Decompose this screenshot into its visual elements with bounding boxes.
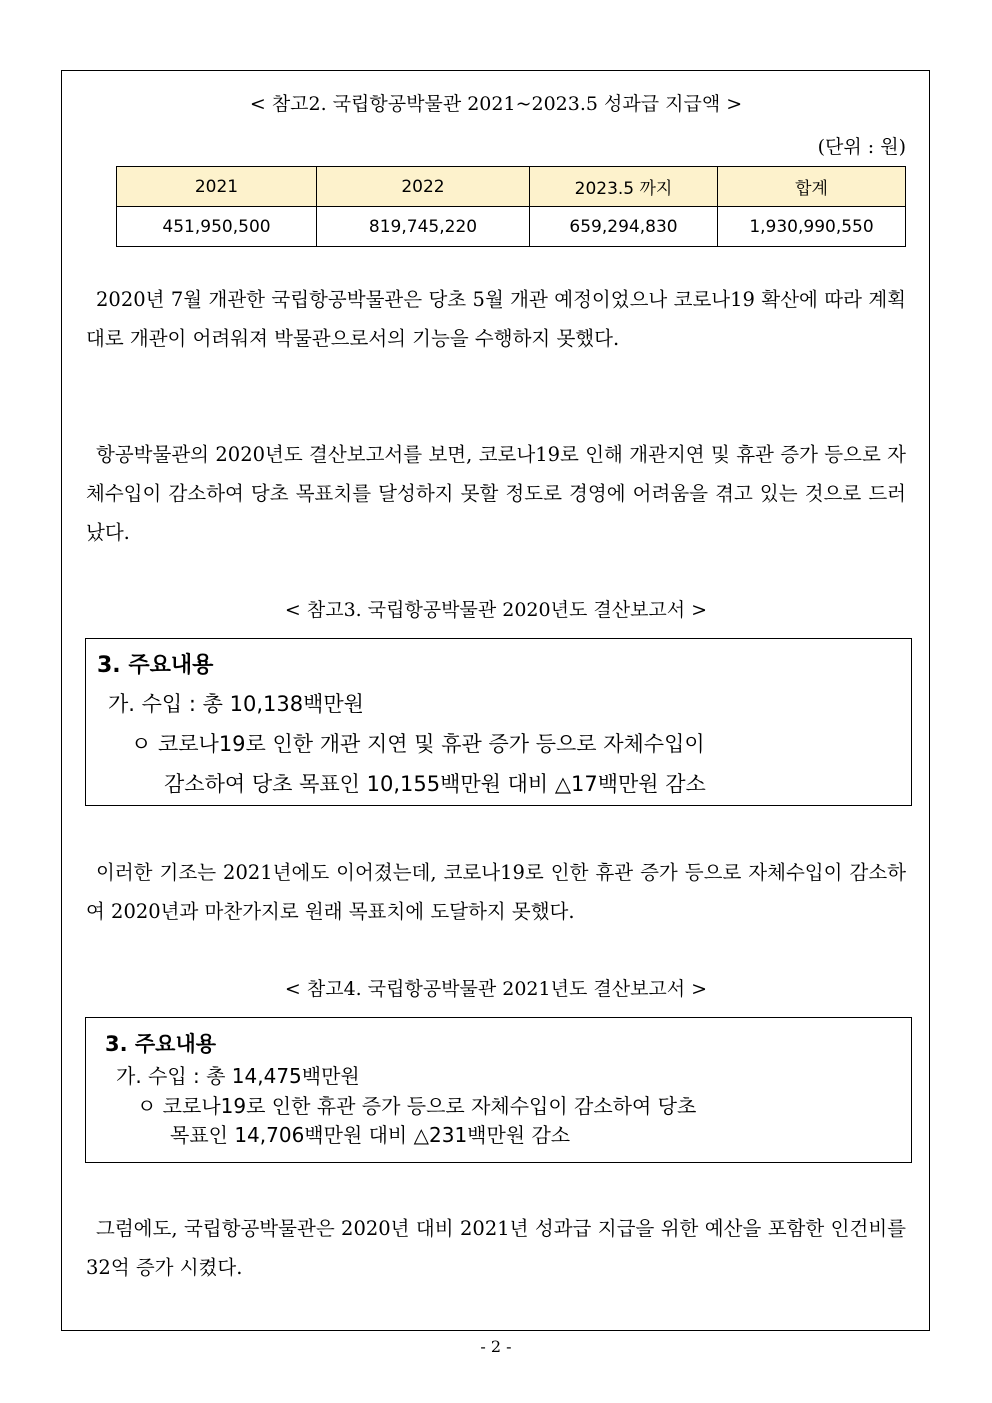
- ref3-sub: 가. 수입 : 총 10,138백만원: [108, 692, 364, 716]
- table-cell: 819,745,220: [317, 207, 530, 247]
- page-number: - 2 -: [480, 1337, 512, 1356]
- ref3-bullet-line2: 감소하여 당초 목표인 10,155백만원 대비 △17백만원 감소: [164, 772, 706, 796]
- bonus-table: [116, 166, 906, 247]
- table-cell: 659,294,830: [530, 207, 718, 247]
- table-row: [117, 207, 906, 247]
- col-header: 2023.5 까지: [530, 167, 718, 207]
- ref4-bullet-line2: 목표인 14,706백만원 대비 △231백만원 감소: [170, 1123, 571, 1147]
- table-cell: 451,950,500: [117, 207, 317, 247]
- ref4-caption: < 참고4. 국립항공박물관 2021년도 결산보고서 >: [284, 978, 708, 1000]
- col-header: 2021: [117, 167, 317, 207]
- ref3-caption: < 참고3. 국립항공박물관 2020년도 결산보고서 >: [284, 599, 708, 621]
- ref3-heading: 3. 주요내용: [97, 653, 214, 678]
- paragraph-3: 이러한 기조는 2021년에도 이어졌는데, 코로나19로 인한 휴관 증가 등으로 자체수입이 감소하여 2020년과 마찬가지로 원래 목표치에 도달하지 못했다.: [86, 861, 906, 923]
- col-header: 2022: [317, 167, 530, 207]
- ref2-caption: < 참고2. 국립항공박물관 2021~2023.5 성과급 지급액 >: [249, 93, 743, 115]
- ref4-heading: 3. 주요내용: [105, 1032, 217, 1056]
- paragraph-2: 항공박물관의 2020년도 결산보고서를 보면, 코로나19로 인해 개관지연 및 휴관 증가 등으로 자체수입이 감소하여 당초 목표치를 달성하지 못할 정도로 경영에 어려움을 겪고 있는 것으로 드러났다.: [86, 443, 906, 544]
- ref4-bullet-line1: ㅇ 코로나19로 인한 휴관 증가 등으로 자체수입이 감소하여 당초: [137, 1094, 697, 1118]
- ref3-bullet-line1: ㅇ 코로나19로 인한 개관 지연 및 휴관 증가 등으로 자체수입이: [131, 732, 705, 756]
- table-header-row: [117, 167, 906, 207]
- ref4-sub: 가. 수입 : 총 14,475백만원: [116, 1064, 360, 1088]
- table-cell: 1,930,990,550: [718, 207, 906, 247]
- ref3-box: [85, 638, 912, 806]
- paragraph-1: 2020년 7월 개관한 국립항공박물관은 당초 5월 개관 예정이었으나 코로나19 확산에 따라 계획대로 개관이 어려워져 박물관으로서의 기능을 수행하지 못했다.: [86, 288, 906, 350]
- ref4-box: [85, 1017, 912, 1163]
- unit-label: (단위 : 원): [817, 136, 906, 158]
- col-header: 합계: [718, 167, 906, 207]
- paragraph-4: 그럼에도, 국립항공박물관은 2020년 대비 2021년 성과급 지급을 위한 예산을 포함한 인건비를 32억 증가 시켰다.: [86, 1217, 906, 1279]
